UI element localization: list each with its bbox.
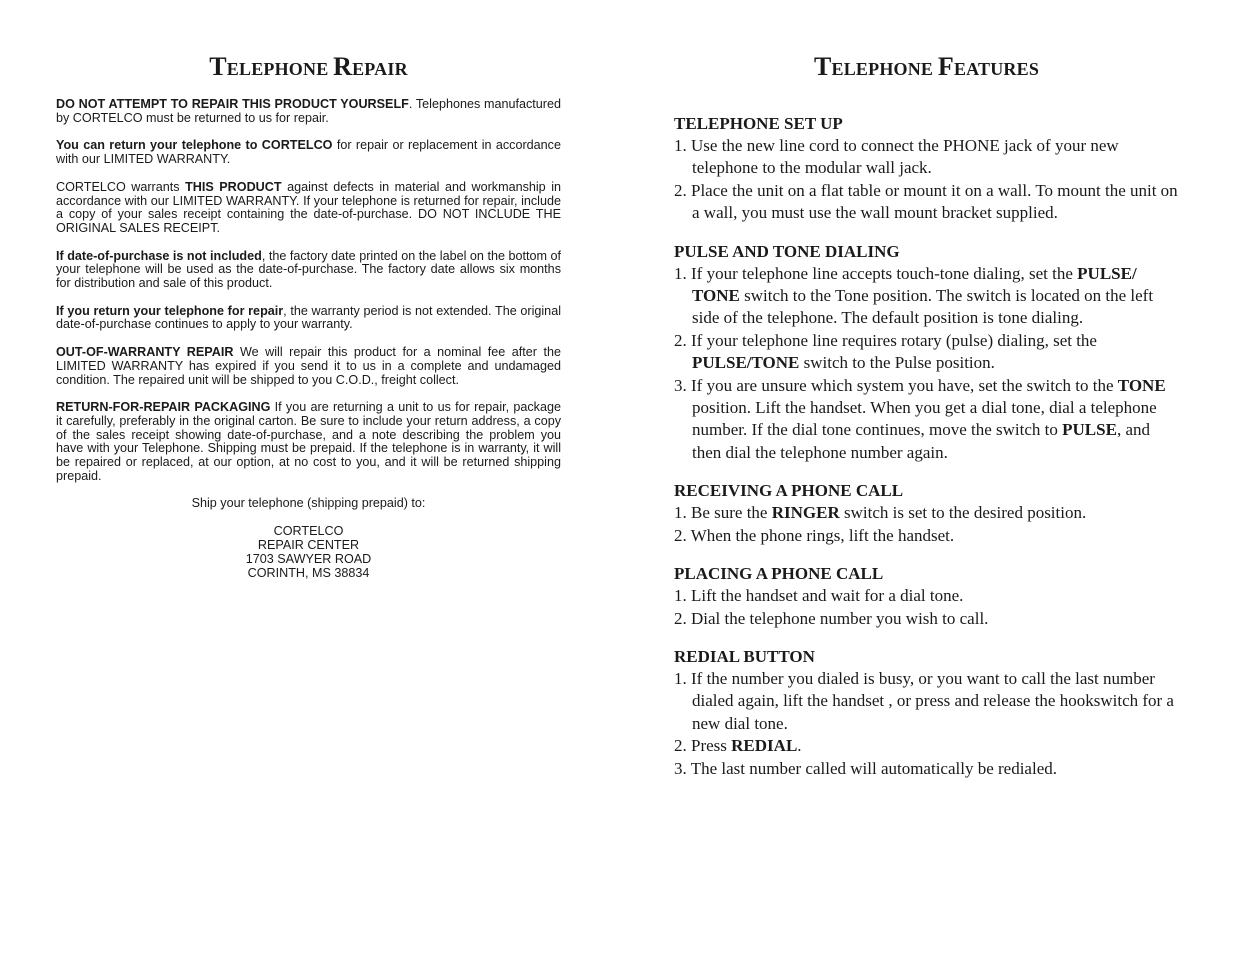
step-text: 2. Place the unit on a flat table or mount it on a wall. To mount the unit on a wall, you must use the wall mount bracket supplied.	[674, 180, 1178, 223]
instruction-step	[674, 135, 1179, 180]
step-text: 2. If your telephone line requires rotary (pulse) dialing, set the	[674, 330, 1097, 350]
instruction-step	[674, 525, 1179, 547]
repair-paragraph	[56, 181, 561, 236]
instruction-step	[674, 375, 1179, 465]
section-heading: REDIAL BUTTON	[674, 646, 815, 666]
paragraph-text: If you are returning a unit to us for repair, package it carefully, preferably in the original carton. Be sure to include your return address, a copy of the sales receipt showing date-of-purchase, and a note describing the problem you have with your Telephone. Shipping must be prepaid. If the telephone is in warranty, it will be repaired or replaced, at our option, at no cost to you, and it will be returned shipping prepaid.	[56, 400, 561, 483]
instruction-step	[674, 263, 1179, 330]
step-emphasis: RINGER	[771, 503, 840, 523]
step-text: 3. The last number called will automatically be redialed.	[674, 758, 1057, 778]
paragraph-emphasis: If date-of-purchase is not included	[56, 248, 262, 263]
step-emphasis: PULSE/ TONE	[692, 263, 1137, 306]
page-title	[56, 52, 561, 82]
feature-section	[674, 562, 1179, 630]
step-emphasis: PULSE/TONE	[692, 353, 800, 373]
step-text: 3. If you are unsure which system you have, set the switch to the	[674, 375, 1118, 395]
step-text: 1. Be sure the	[674, 503, 772, 523]
instruction-step	[674, 758, 1179, 780]
title-text: ELEPHONE	[226, 59, 334, 79]
step-emphasis: PULSE	[1062, 420, 1117, 440]
feature-section	[674, 112, 1179, 225]
repair-paragraph	[56, 139, 561, 166]
step-emphasis: TONE	[1117, 375, 1166, 395]
step-emphasis: REDIAL	[731, 736, 798, 756]
feature-section	[674, 240, 1179, 465]
paragraph-text: for repair or replacement in accordance with our LIMITED WARRANTY.	[56, 138, 561, 167]
repair-address	[56, 524, 561, 580]
title-initial: R	[333, 52, 353, 81]
telephone-features-page	[674, 52, 1179, 795]
instruction-step	[674, 608, 1179, 630]
section-heading: TELEPHONE SET UP	[674, 114, 843, 133]
repair-paragraph	[56, 346, 561, 387]
repair-paragraph	[56, 98, 561, 125]
address-line: CORINTH, MS 38834	[247, 566, 370, 581]
section-heading: RECEIVING A PHONE CALL	[674, 481, 904, 501]
instruction-step	[674, 668, 1179, 735]
step-text: , and then dial the telephone number again.	[692, 420, 1150, 462]
title-initial: T	[209, 52, 227, 81]
paragraph-text: CORTELCO warrants	[56, 179, 186, 194]
step-text: 1. If your telephone line accepts touch-tone dialing, set the	[674, 263, 1078, 283]
ship-instruction: Ship your telephone (shipping prepaid) to:	[191, 496, 426, 511]
repair-paragraph	[56, 305, 561, 332]
step-text: position. Lift the handset. When you get a dial tone, dial a telephone number. If the dial tone continues, move the switch to	[692, 398, 1157, 440]
feature-section	[674, 645, 1179, 780]
step-text: 2. Press	[674, 736, 732, 756]
step-text: 2. When the phone rings, lift the handset.	[674, 525, 955, 545]
address-line: 1703 SAWYER ROAD	[245, 552, 372, 567]
step-text: switch to the Tone position. The switch is located on the left side of the telephone. The default position is tone dialing.	[692, 286, 1154, 328]
paragraph-text: against defects in material and workmanship in accordance with our LIMITED WARRANTY. If your telephone is returned for repair, include a copy of your sales receipt containing the date-of-purchase. DO NOT INCLUDE THE ORIGINAL SALES RECEIPT.	[56, 179, 561, 235]
paragraph-emphasis: DO NOT ATTEMPT TO REPAIR THIS PRODUCT YOURSELF	[56, 97, 409, 111]
title-text: ELEPHONE	[831, 59, 938, 79]
title-initial: T	[813, 52, 832, 81]
telephone-repair-page	[56, 52, 561, 580]
feature-section	[674, 479, 1179, 547]
paragraph-text: , the factory date printed on the label on the bottom of your telephone will be used as the date-of-purchase. The factory date allows six months for distribution and sale of this product.	[56, 248, 562, 291]
title-text: EATURES	[953, 59, 1040, 79]
step-text: 2. Dial the telephone number you wish to call.	[674, 608, 989, 628]
repair-paragraph	[56, 401, 561, 483]
step-text: 1. Use the new line cord to connect the PHONE jack of your new telephone to the modular wall jack.	[674, 136, 1119, 178]
page-title	[674, 52, 1179, 82]
address-line: CORTELCO	[273, 524, 344, 539]
section-heading: PULSE AND TONE DIALING	[674, 241, 900, 261]
paragraph-emphasis: OUT-OF-WARRANTY REPAIR	[56, 345, 234, 360]
section-heading: PLACING A PHONE CALL	[674, 564, 884, 584]
title-initial: F	[937, 52, 954, 81]
step-text: 1. Lift the handset and wait for a dial tone.	[674, 586, 964, 606]
step-text: switch to the Pulse position.	[799, 353, 995, 373]
paragraph-text: We will repair this product for a nominal fee after the LIMITED WARRANTY has expired if you send it to us in a complete and undamaged condition. The repaired unit will be shipped to you C.O.D., freight collect.	[56, 345, 561, 387]
instruction-step	[674, 330, 1179, 375]
repair-paragraph	[56, 250, 561, 291]
paragraph-emphasis: RETURN-FOR-REPAIR PACKAGING	[56, 400, 271, 415]
instruction-step	[674, 735, 1179, 757]
repair-paragraphs	[56, 98, 561, 483]
title-text: EPAIR	[352, 59, 408, 79]
paragraph-text: . Telephones manufactured by CORTELCO must be returned to us for repair.	[56, 97, 561, 125]
paragraph-emphasis: THIS PRODUCT	[185, 179, 282, 194]
feature-sections	[674, 112, 1179, 780]
step-text: .	[797, 736, 802, 756]
step-text: switch is set to the desired position.	[839, 503, 1087, 523]
step-text: 1. If the number you dialed is busy, or you want to call the last number dialed again, lift the handset , or press and release the hookswitch for a new dial tone.	[674, 668, 1174, 733]
paragraph-text: , the warranty period is not extended. The original date-of-purchase continues to apply to your warranty.	[56, 303, 561, 332]
paragraph-emphasis: You can return your telephone to CORTELCO	[56, 138, 333, 153]
address-line: REPAIR CENTER	[257, 538, 360, 553]
instruction-step	[674, 180, 1179, 225]
instruction-step	[674, 585, 1179, 607]
paragraph-emphasis: If you return your telephone for repair	[56, 303, 284, 318]
instruction-step	[674, 502, 1179, 524]
